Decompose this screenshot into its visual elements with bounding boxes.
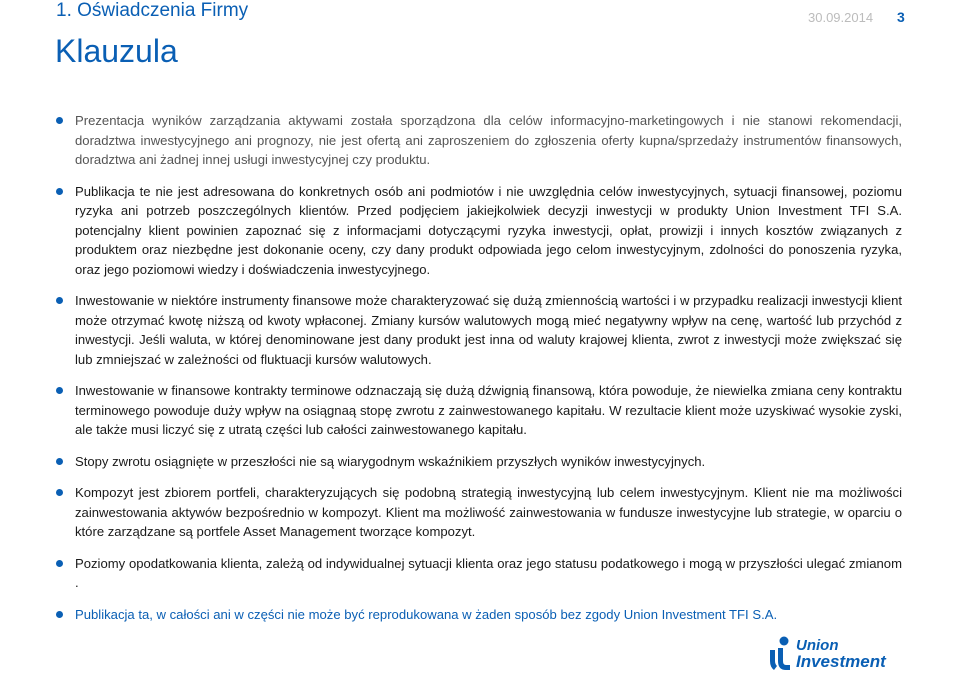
list-item: Inwestowanie w niektóre instrumenty finansowe może charakteryzować się dużą zmiennością wartości i w przypadku realizacji inwestycji klient może otrzymać kwotę niższą od kwoty wpłaconej. Zmiany kursów walutowych mogą mieć negatywny wpływ na cenę, wartość lub przychód z inwestycji. Jeśli waluta, w której denominowane jest dany produkt jest inna od waluty krajowej klienta, zwrot z inwestycji może zwiększać się lub zmniejszać w zależności od fluktuacji kursów walutowych. [75, 291, 902, 369]
list-item: Inwestowanie w finansowe kontrakty terminowe odznaczają się dużą dźwignią finansową, która powoduje, że niewielka zmiana ceny kontraktu terminowego powoduje duży wpływ na osiągnaą stopę zwrotu z zainwestowanego kapitału. W rezultacie klient może uzyskiwać wysokie zyski, ale także musi liczyć się z utratą części lub całości zainwestowanego kapitału. [75, 381, 902, 440]
list-item: Prezentacja wyników zarządzania aktywami została sporządzona dla celów informacyjno-marketingowych i nie stanowi rekomendacji, doradztwa inwestycyjnego ani prognozy, nie jest ofertą ani zaproszeniem do zgłoszenia oferty kupna/sprzedaży instrumentów finansowych, doradztwa ani żadnej innej usługi inwestycyjnej czy produktu. [75, 111, 902, 170]
page-number: 3 [897, 9, 905, 25]
list-item: Publikacja te nie jest adresowana do konkretnych osób ani podmiotów i nie uwzględnia celów inwestycyjnych, sytuacji finansowej, poziomu ryzyka ani potrzeb poszczególnych klientów. Przed podjęciem jakiejkolwiek decyzji inwestycji w produkty Union Investment TFI S.A. potencjalny klient powinien zapoznać się z informacjami dotyczącymi ryzyka inwestycji, opłat, prowizji i innych kosztów związanych z produktem oraz niezbędne jest dokonanie oceny, czy dany produkt odpowiada jego celom inwestycyjnym, zdolności do ponoszenia ryzyka, oraz jego poziomowi wiedzy i doświadczenia inwestycyjnego. [75, 182, 902, 280]
list-item: Poziomy opodatkowania klienta, zależą od indywidualnej sytuacji klienta oraz jego statusu podatkowego i mogą w przyszłości ulegać zmianom . [75, 554, 902, 593]
slide-title: Klauzula [55, 33, 178, 69]
union-investment-mark-icon [768, 636, 792, 672]
list-item: Kompozyt jest zbiorem portfeli, charakteryzujących się podobną strategią inwestycyjną lub celem inwestycyjnym. Klient nie ma możliwości zainwestowania aktywów bezpośrednio w kompozyt. Klient ma możliwość zainwestowania w fundusze inwestycyjne lub strategie, w oparciu o które zarządzane są portfele Asset Management tworzące kompozyt. [75, 483, 902, 542]
slide-date: 30.09.2014 [808, 10, 874, 25]
logo-line-2: Investment [796, 652, 886, 671]
disclaimer-list [75, 111, 902, 636]
list-item: Stopy zwrotu osiągnięte w przeszłości nie są wiarygodnym wskaźnikiem przyszłych wyników inwestycyjnych. [75, 452, 902, 472]
logo-line-1: Union [796, 637, 839, 654]
union-investment-logo [768, 634, 888, 674]
section-title: 1. Oświadczenia Firmy [56, 0, 249, 21]
list-item: Publikacja ta, w całości ani w części nie może być reprodukowana w żaden sposób bez zgody Union Investment TFI S.A. [75, 605, 902, 625]
